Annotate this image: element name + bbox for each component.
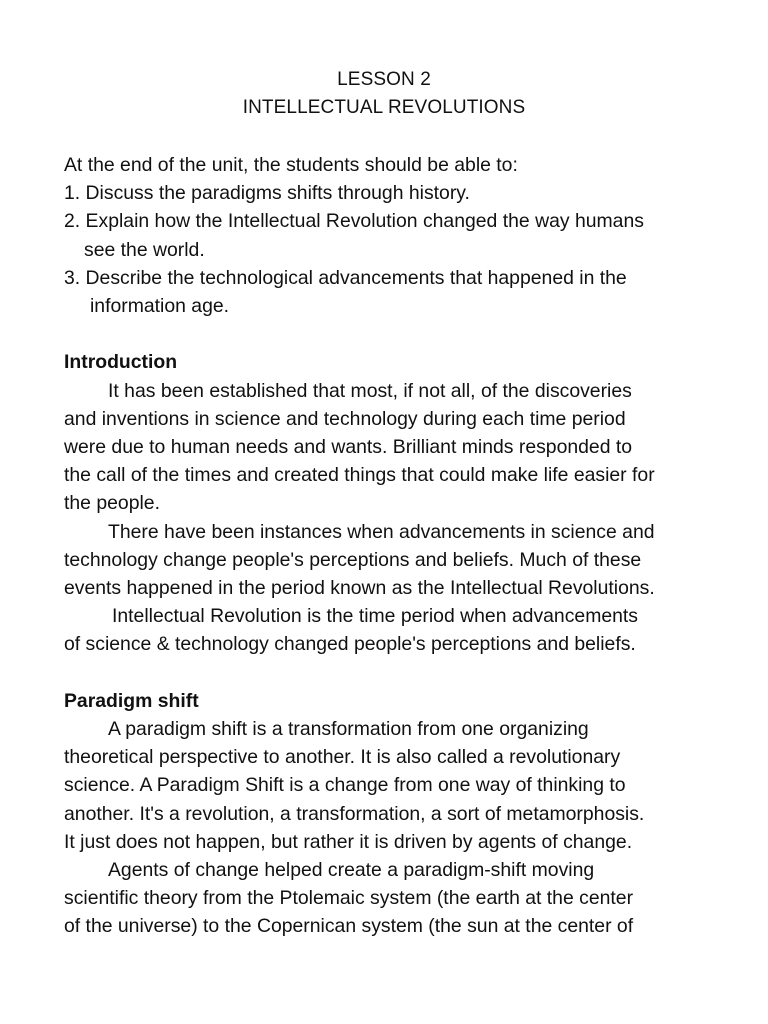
paradigm-shift-line: scientific theory from the Ptolemaic system (the earth at the center: [64, 887, 634, 910]
document-body: [64, 151, 714, 941]
introduction-line: of science & technology changed people's perceptions and beliefs.: [64, 633, 636, 656]
paradigm-shift-line: science. A Paradigm Shift is a change from one way of thinking to: [64, 774, 626, 797]
objective-item-3-continued: information age.: [90, 295, 230, 318]
paradigm-shift-section: [64, 687, 714, 941]
introduction-line: the people.: [64, 492, 160, 515]
paradigm-shift-heading: Paradigm shift: [64, 689, 199, 712]
objective-item-2: 2. Explain how the Intellectual Revolution changed the way humans: [64, 210, 644, 233]
objectives-section: [64, 151, 714, 320]
introduction-line: There have been instances when advancements in science and: [108, 520, 655, 543]
introduction-line: and inventions in science and technology during each time period: [64, 407, 626, 430]
introduction-line: Intellectual Revolution is the time period when advancements: [112, 605, 638, 628]
paradigm-shift-line: A paradigm shift is a transformation from one organizing: [108, 718, 589, 741]
spacer: [64, 659, 714, 687]
introduction-section: [64, 348, 714, 658]
spacer: [64, 320, 714, 348]
paradigm-shift-line: Agents of change helped create a paradigm-shift moving: [108, 859, 595, 882]
introduction-line: events happened in the period known as the Intellectual Revolutions.: [64, 577, 655, 600]
lesson-title: INTELLECTUAL REVOLUTIONS: [242, 97, 526, 118]
introduction-line: were due to human needs and wants. Brilliant minds responded to: [64, 436, 633, 459]
objective-item-1: 1. Discuss the paradigms shifts through history.: [64, 182, 470, 205]
paradigm-shift-line: It just does not happen, but rather it is driven by agents of change.: [64, 830, 633, 853]
paradigm-shift-line: another. It's a revolution, a transformation, a sort of metamorphosis.: [64, 802, 645, 825]
objective-item-2-continued: see the world.: [84, 238, 205, 261]
introduction-line: technology change people's perceptions and beliefs. Much of these: [64, 548, 642, 571]
introduction-line: the call of the times and created things that could make life easier for: [64, 464, 655, 487]
objective-item-3: 3. Describe the technological advancements that happened in the: [64, 266, 627, 289]
paradigm-shift-line: of the universe) to the Copernican system (the sun at the center of: [64, 915, 634, 938]
objectives-intro: At the end of the unit, the students should be able to:: [64, 154, 518, 176]
paradigm-shift-line: theoretical perspective to another. It is also called a revolutionary: [64, 746, 621, 769]
introduction-line: It has been established that most, if not all, of the discoveries: [108, 379, 632, 402]
introduction-heading: Introduction: [64, 351, 178, 374]
lesson-number: LESSON 2: [337, 69, 431, 90]
lesson-header: [0, 66, 768, 122]
